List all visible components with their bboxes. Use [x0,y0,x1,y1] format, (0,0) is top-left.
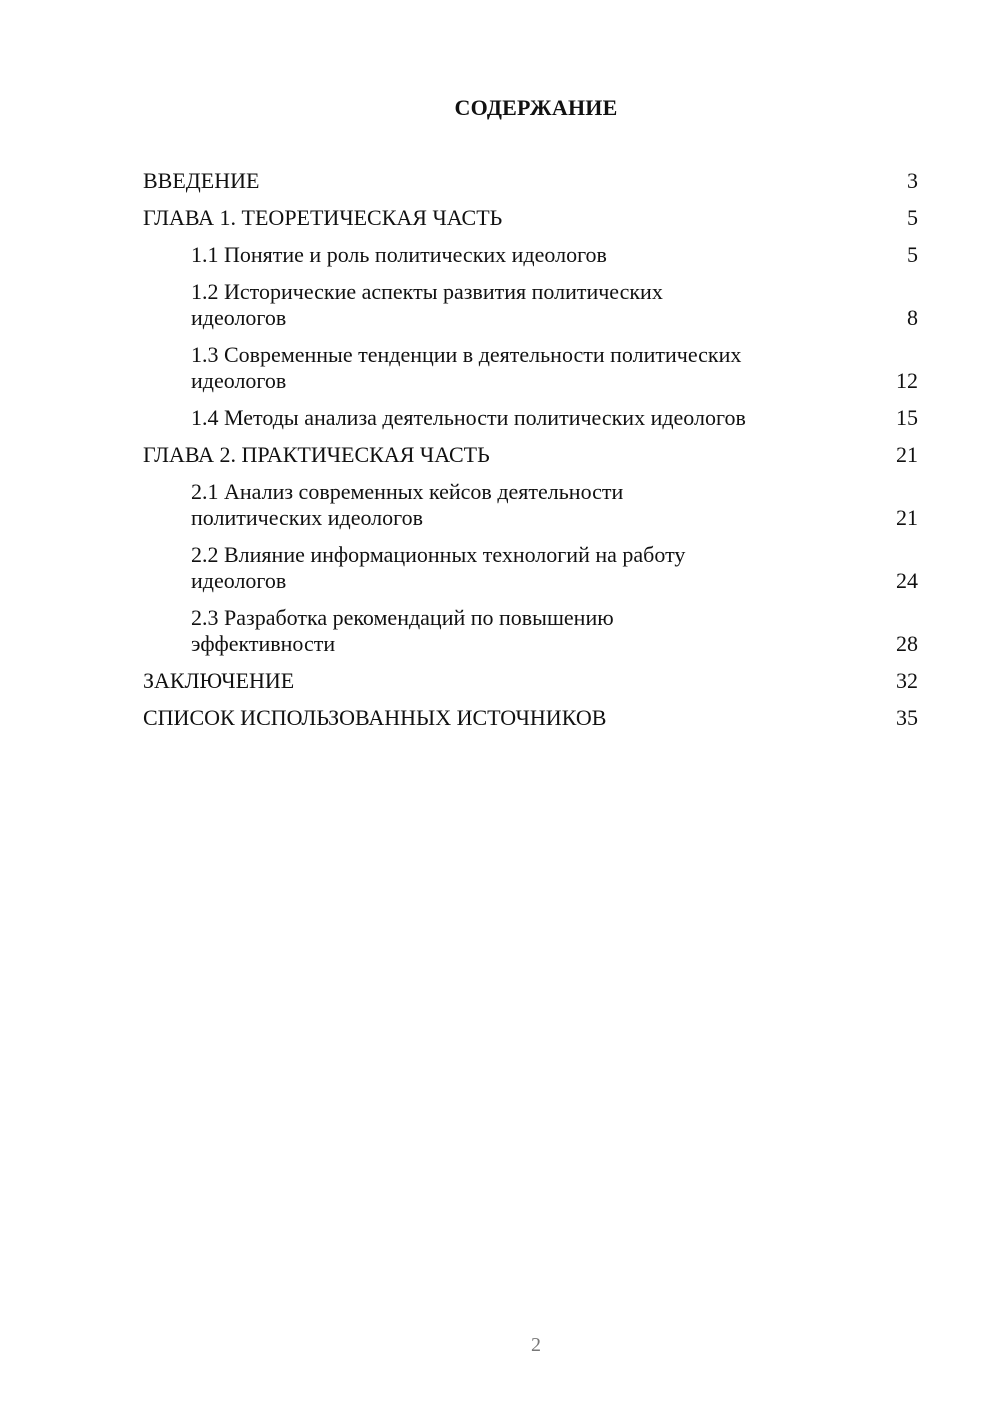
toc-entry-page: 21 [896,505,918,530]
toc-entry-page: 28 [896,631,918,656]
toc-entry-chapter-1[interactable] [143,205,918,231]
toc-entry-text: ЗАКЛЮЧЕНИЕ [143,668,295,693]
toc-entry-section-1-3[interactable] [143,342,918,394]
toc-entry-section-2-1[interactable] [143,479,918,531]
toc-entry-text: ВВЕДЕНИЕ [143,168,260,193]
toc-entry-chapter-2[interactable] [143,442,918,468]
toc-entry-text: 2.2 Влияние информационных технологий на работу идеологов [191,542,686,593]
toc-entry-text: ГЛАВА 1. ТЕОРЕТИЧЕСКАЯ ЧАСТЬ [143,205,503,230]
toc-entry-section-1-2[interactable] [143,279,918,331]
toc-entry-introduction[interactable] [143,168,918,194]
toc-entry-text: 1.1 Понятие и роль политических идеологов [191,242,607,267]
toc-entry-page: 32 [896,668,918,693]
toc-entry-section-1-1[interactable] [143,242,918,268]
toc-entry-text: 1.4 Методы анализа деятельности политических идеологов [191,405,746,430]
toc-title: СОДЕРЖАНИЕ [454,95,618,120]
table-of-contents [143,168,918,742]
toc-entry-page: 3 [907,168,918,193]
toc-entry-text: 2.3 Разработка рекомендаций по повышению эффективности [191,605,614,656]
toc-entry-text: СПИСОК ИСПОЛЬЗОВАННЫХ ИСТОЧНИКОВ [143,705,607,730]
toc-entry-section-2-3[interactable] [143,605,918,657]
toc-entry-section-1-4[interactable] [143,405,918,431]
toc-entry-text: 1.3 Современные тенденции в деятельности политических идеологов [191,342,742,393]
toc-entry-page: 15 [896,405,918,430]
toc-entry-section-2-2[interactable] [143,542,918,594]
toc-entry-page: 12 [896,368,918,393]
toc-entry-page: 35 [896,705,918,730]
toc-entry-text: 1.2 Исторические аспекты развития политических идеологов [191,279,663,330]
toc-entry-page: 5 [907,242,918,267]
toc-entry-conclusion[interactable] [143,668,918,694]
toc-entry-references[interactable] [143,705,918,731]
toc-entry-page: 24 [896,568,918,593]
page-number: 2 [531,1334,541,1356]
toc-entry-page: 8 [907,305,918,330]
toc-entry-page: 5 [907,205,918,230]
toc-entry-page: 21 [896,442,918,467]
toc-entry-text: 2.1 Анализ современных кейсов деятельности политических идеологов [191,479,624,530]
toc-entry-text: ГЛАВА 2. ПРАКТИЧЕСКАЯ ЧАСТЬ [143,442,490,467]
